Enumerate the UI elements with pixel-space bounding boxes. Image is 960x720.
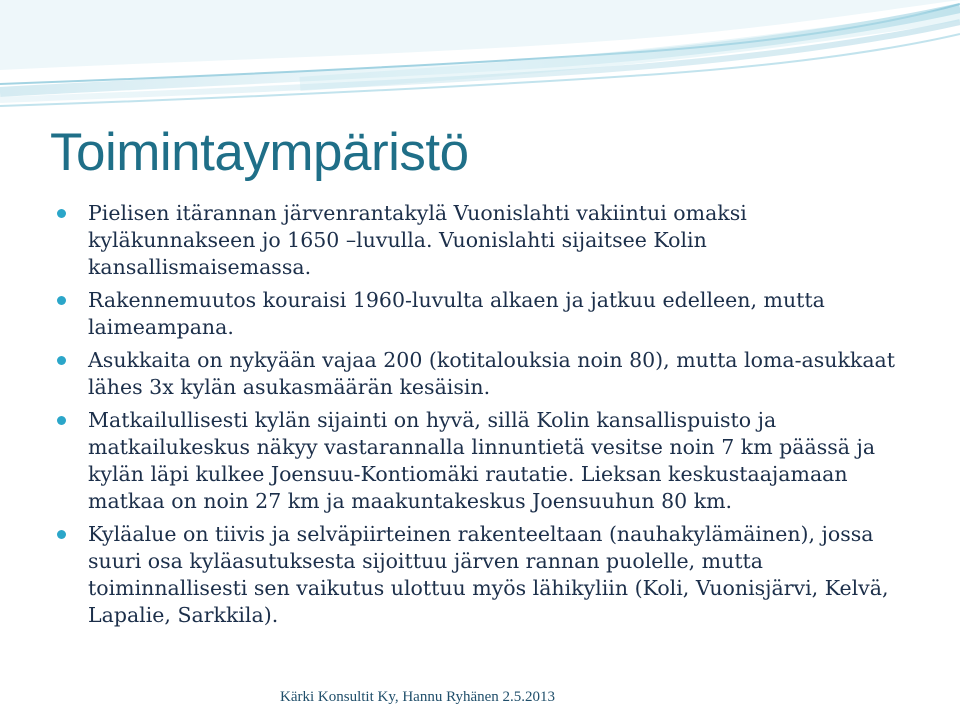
bullet-text: Matkailullisesti kylän sijainti on hyvä, sillä Kolin kansallispuisto ja matkailukeskus näkyy vastarannalla linnuntietä vesitse noin 7 km päässä ja kylän läpi kulkee Joensuu-Kontiomäki rautatie. Lieksan keskustaajamaan matkaa on noin 27 km ja maakuntakeskus Joensuuhun 80 km. [88, 408, 876, 513]
slide-footer: Kärki Konsultit Ky, Hannu Ryhänen 2.5.2013 [280, 689, 556, 705]
bullet-text: Kyläalue on tiivis ja selväpiirteinen rakenteeltaan (nauhakylämäinen), jossa suuri osa kyläasutuksesta sijoittuu järven rannan puolelle, mutta toiminnallisesti sen vaikutus ulottuu myös lähikyliin (Koli, Vuonisjärvi, Kelvä, Lapalie, Sarkkila). [88, 522, 889, 627]
bullet-item [88, 521, 918, 629]
slide-title: Toimintaympäristö [50, 123, 469, 182]
bullet-text: Rakennemuutos kouraisi 1960-luvulta alkaen ja jatkuu edelleen, mutta laimeampana. [88, 288, 825, 339]
bullet-dot-icon [57, 530, 66, 539]
bullet-dot-icon [57, 356, 66, 365]
bullet-item [88, 287, 918, 341]
decorative-wave-header [0, 0, 960, 110]
bullet-dot-icon [57, 209, 66, 218]
bullet-item [88, 347, 918, 401]
bullet-text: Asukkaita on nykyään vajaa 200 (kotitalouksia noin 80), mutta loma-asukkaat lähes 3x kylän asukasmäärän kesäisin. [88, 348, 896, 399]
bullet-list [88, 200, 918, 635]
bullet-dot-icon [57, 416, 66, 425]
bullet-item [88, 407, 918, 515]
bullet-dot-icon [57, 296, 66, 305]
bullet-item [88, 200, 918, 281]
bullet-text: Pielisen itärannan järvenrantakylä Vuonislahti vakiintui omaksi kyläkunnakseen jo 1650 –luvulla. Vuonislahti sijaitsee Kolin kansallismaisemassa. [88, 201, 747, 279]
